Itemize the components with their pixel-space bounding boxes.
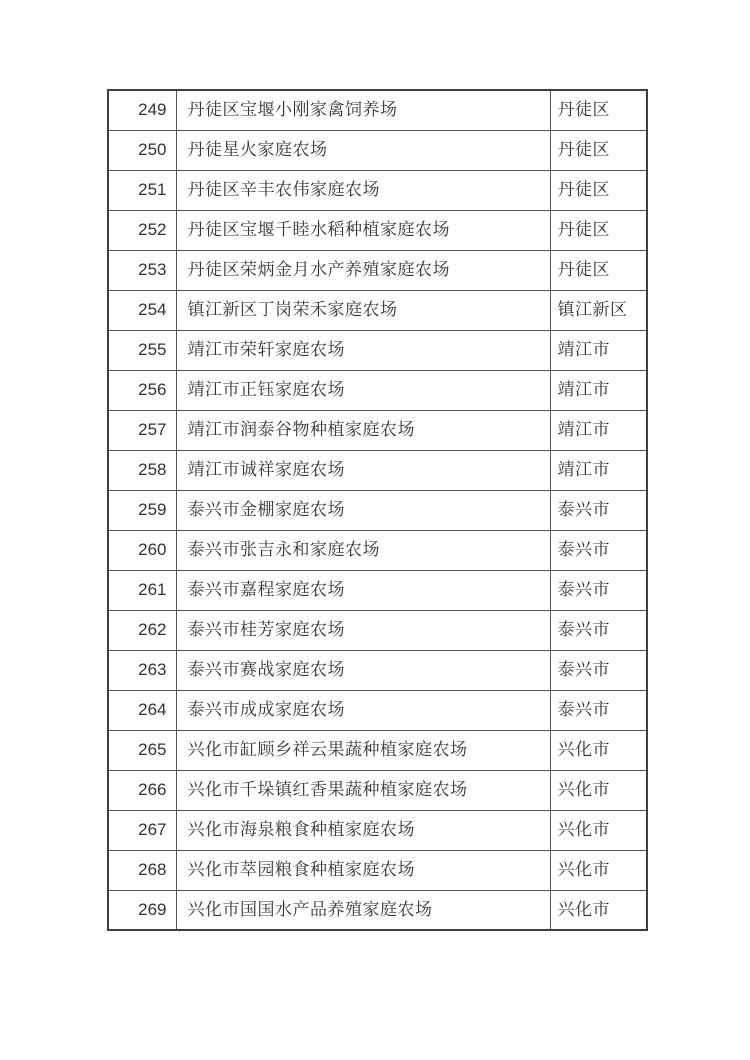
row-number-cell: 258 bbox=[108, 450, 176, 490]
table-row bbox=[108, 770, 647, 810]
region-cell: 镇江新区 bbox=[550, 290, 647, 330]
farm-name-cell: 兴化市缸顾乡祥云果蔬种植家庭农场 bbox=[176, 730, 550, 770]
region-cell: 兴化市 bbox=[550, 810, 647, 850]
region-cell: 靖江市 bbox=[550, 330, 647, 370]
farm-name-cell: 兴化市萃园粮食种植家庭农场 bbox=[176, 850, 550, 890]
row-number-cell: 250 bbox=[108, 130, 176, 170]
row-number-cell: 266 bbox=[108, 770, 176, 810]
region-cell: 泰兴市 bbox=[550, 650, 647, 690]
row-number-cell: 259 bbox=[108, 490, 176, 530]
farm-name-cell: 靖江市润泰谷物种植家庭农场 bbox=[176, 410, 550, 450]
table-row bbox=[108, 610, 647, 650]
row-number-cell: 255 bbox=[108, 330, 176, 370]
farm-name-cell: 靖江市诚祥家庭农场 bbox=[176, 450, 550, 490]
region-cell: 泰兴市 bbox=[550, 530, 647, 570]
farm-name-cell: 兴化市国国水产品养殖家庭农场 bbox=[176, 890, 550, 930]
table-row bbox=[108, 370, 647, 410]
row-number-cell: 253 bbox=[108, 250, 176, 290]
table-row bbox=[108, 730, 647, 770]
region-cell: 靖江市 bbox=[550, 410, 647, 450]
farm-table-body bbox=[108, 90, 647, 930]
row-number-cell: 254 bbox=[108, 290, 176, 330]
table-row bbox=[108, 250, 647, 290]
row-number-cell: 262 bbox=[108, 610, 176, 650]
region-cell: 兴化市 bbox=[550, 730, 647, 770]
farm-name-cell: 泰兴市金棚家庭农场 bbox=[176, 490, 550, 530]
table-row bbox=[108, 650, 647, 690]
table-row bbox=[108, 850, 647, 890]
table-row bbox=[108, 210, 647, 250]
region-cell: 兴化市 bbox=[550, 770, 647, 810]
region-cell: 丹徒区 bbox=[550, 170, 647, 210]
farm-name-cell: 丹徒区宝堰千睦水稻种植家庭农场 bbox=[176, 210, 550, 250]
table-row bbox=[108, 130, 647, 170]
farm-name-cell: 泰兴市嘉程家庭农场 bbox=[176, 570, 550, 610]
table-row bbox=[108, 890, 647, 930]
farm-name-cell: 靖江市荣轩家庭农场 bbox=[176, 330, 550, 370]
row-number-cell: 269 bbox=[108, 890, 176, 930]
farm-name-cell: 丹徒区辛丰农伟家庭农场 bbox=[176, 170, 550, 210]
table-row bbox=[108, 170, 647, 210]
row-number-cell: 267 bbox=[108, 810, 176, 850]
farm-name-cell: 兴化市海泉粮食种植家庭农场 bbox=[176, 810, 550, 850]
region-cell: 泰兴市 bbox=[550, 490, 647, 530]
table-row bbox=[108, 450, 647, 490]
region-cell: 丹徒区 bbox=[550, 130, 647, 170]
table-row bbox=[108, 530, 647, 570]
region-cell: 靖江市 bbox=[550, 450, 647, 490]
row-number-cell: 261 bbox=[108, 570, 176, 610]
farm-name-cell: 靖江市正钰家庭农场 bbox=[176, 370, 550, 410]
farm-name-cell: 丹徒星火家庭农场 bbox=[176, 130, 550, 170]
table-row bbox=[108, 690, 647, 730]
farm-name-cell: 丹徒区宝堰小刚家禽饲养场 bbox=[176, 90, 550, 130]
table-row bbox=[108, 90, 647, 130]
farm-name-cell: 丹徒区荣炳金月水产养殖家庭农场 bbox=[176, 250, 550, 290]
table-row bbox=[108, 490, 647, 530]
row-number-cell: 256 bbox=[108, 370, 176, 410]
region-cell: 兴化市 bbox=[550, 850, 647, 890]
region-cell: 泰兴市 bbox=[550, 570, 647, 610]
row-number-cell: 251 bbox=[108, 170, 176, 210]
region-cell: 兴化市 bbox=[550, 890, 647, 930]
region-cell: 泰兴市 bbox=[550, 690, 647, 730]
row-number-cell: 268 bbox=[108, 850, 176, 890]
region-cell: 丹徒区 bbox=[550, 90, 647, 130]
farm-name-cell: 兴化市千垛镇红香果蔬种植家庭农场 bbox=[176, 770, 550, 810]
row-number-cell: 257 bbox=[108, 410, 176, 450]
farm-name-cell: 镇江新区丁岗荣禾家庭农场 bbox=[176, 290, 550, 330]
row-number-cell: 249 bbox=[108, 90, 176, 130]
table-row bbox=[108, 410, 647, 450]
table-row bbox=[108, 810, 647, 850]
table-row bbox=[108, 330, 647, 370]
farm-name-cell: 泰兴市张吉永和家庭农场 bbox=[176, 530, 550, 570]
region-cell: 丹徒区 bbox=[550, 250, 647, 290]
row-number-cell: 263 bbox=[108, 650, 176, 690]
farm-name-cell: 泰兴市桂芳家庭农场 bbox=[176, 610, 550, 650]
table-row bbox=[108, 570, 647, 610]
row-number-cell: 260 bbox=[108, 530, 176, 570]
farm-name-cell: 泰兴市赛战家庭农场 bbox=[176, 650, 550, 690]
farm-name-cell: 泰兴市成成家庭农场 bbox=[176, 690, 550, 730]
row-number-cell: 264 bbox=[108, 690, 176, 730]
region-cell: 泰兴市 bbox=[550, 610, 647, 650]
region-cell: 丹徒区 bbox=[550, 210, 647, 250]
row-number-cell: 265 bbox=[108, 730, 176, 770]
region-cell: 靖江市 bbox=[550, 370, 647, 410]
table-row bbox=[108, 290, 647, 330]
farm-list-table bbox=[107, 89, 648, 931]
row-number-cell: 252 bbox=[108, 210, 176, 250]
